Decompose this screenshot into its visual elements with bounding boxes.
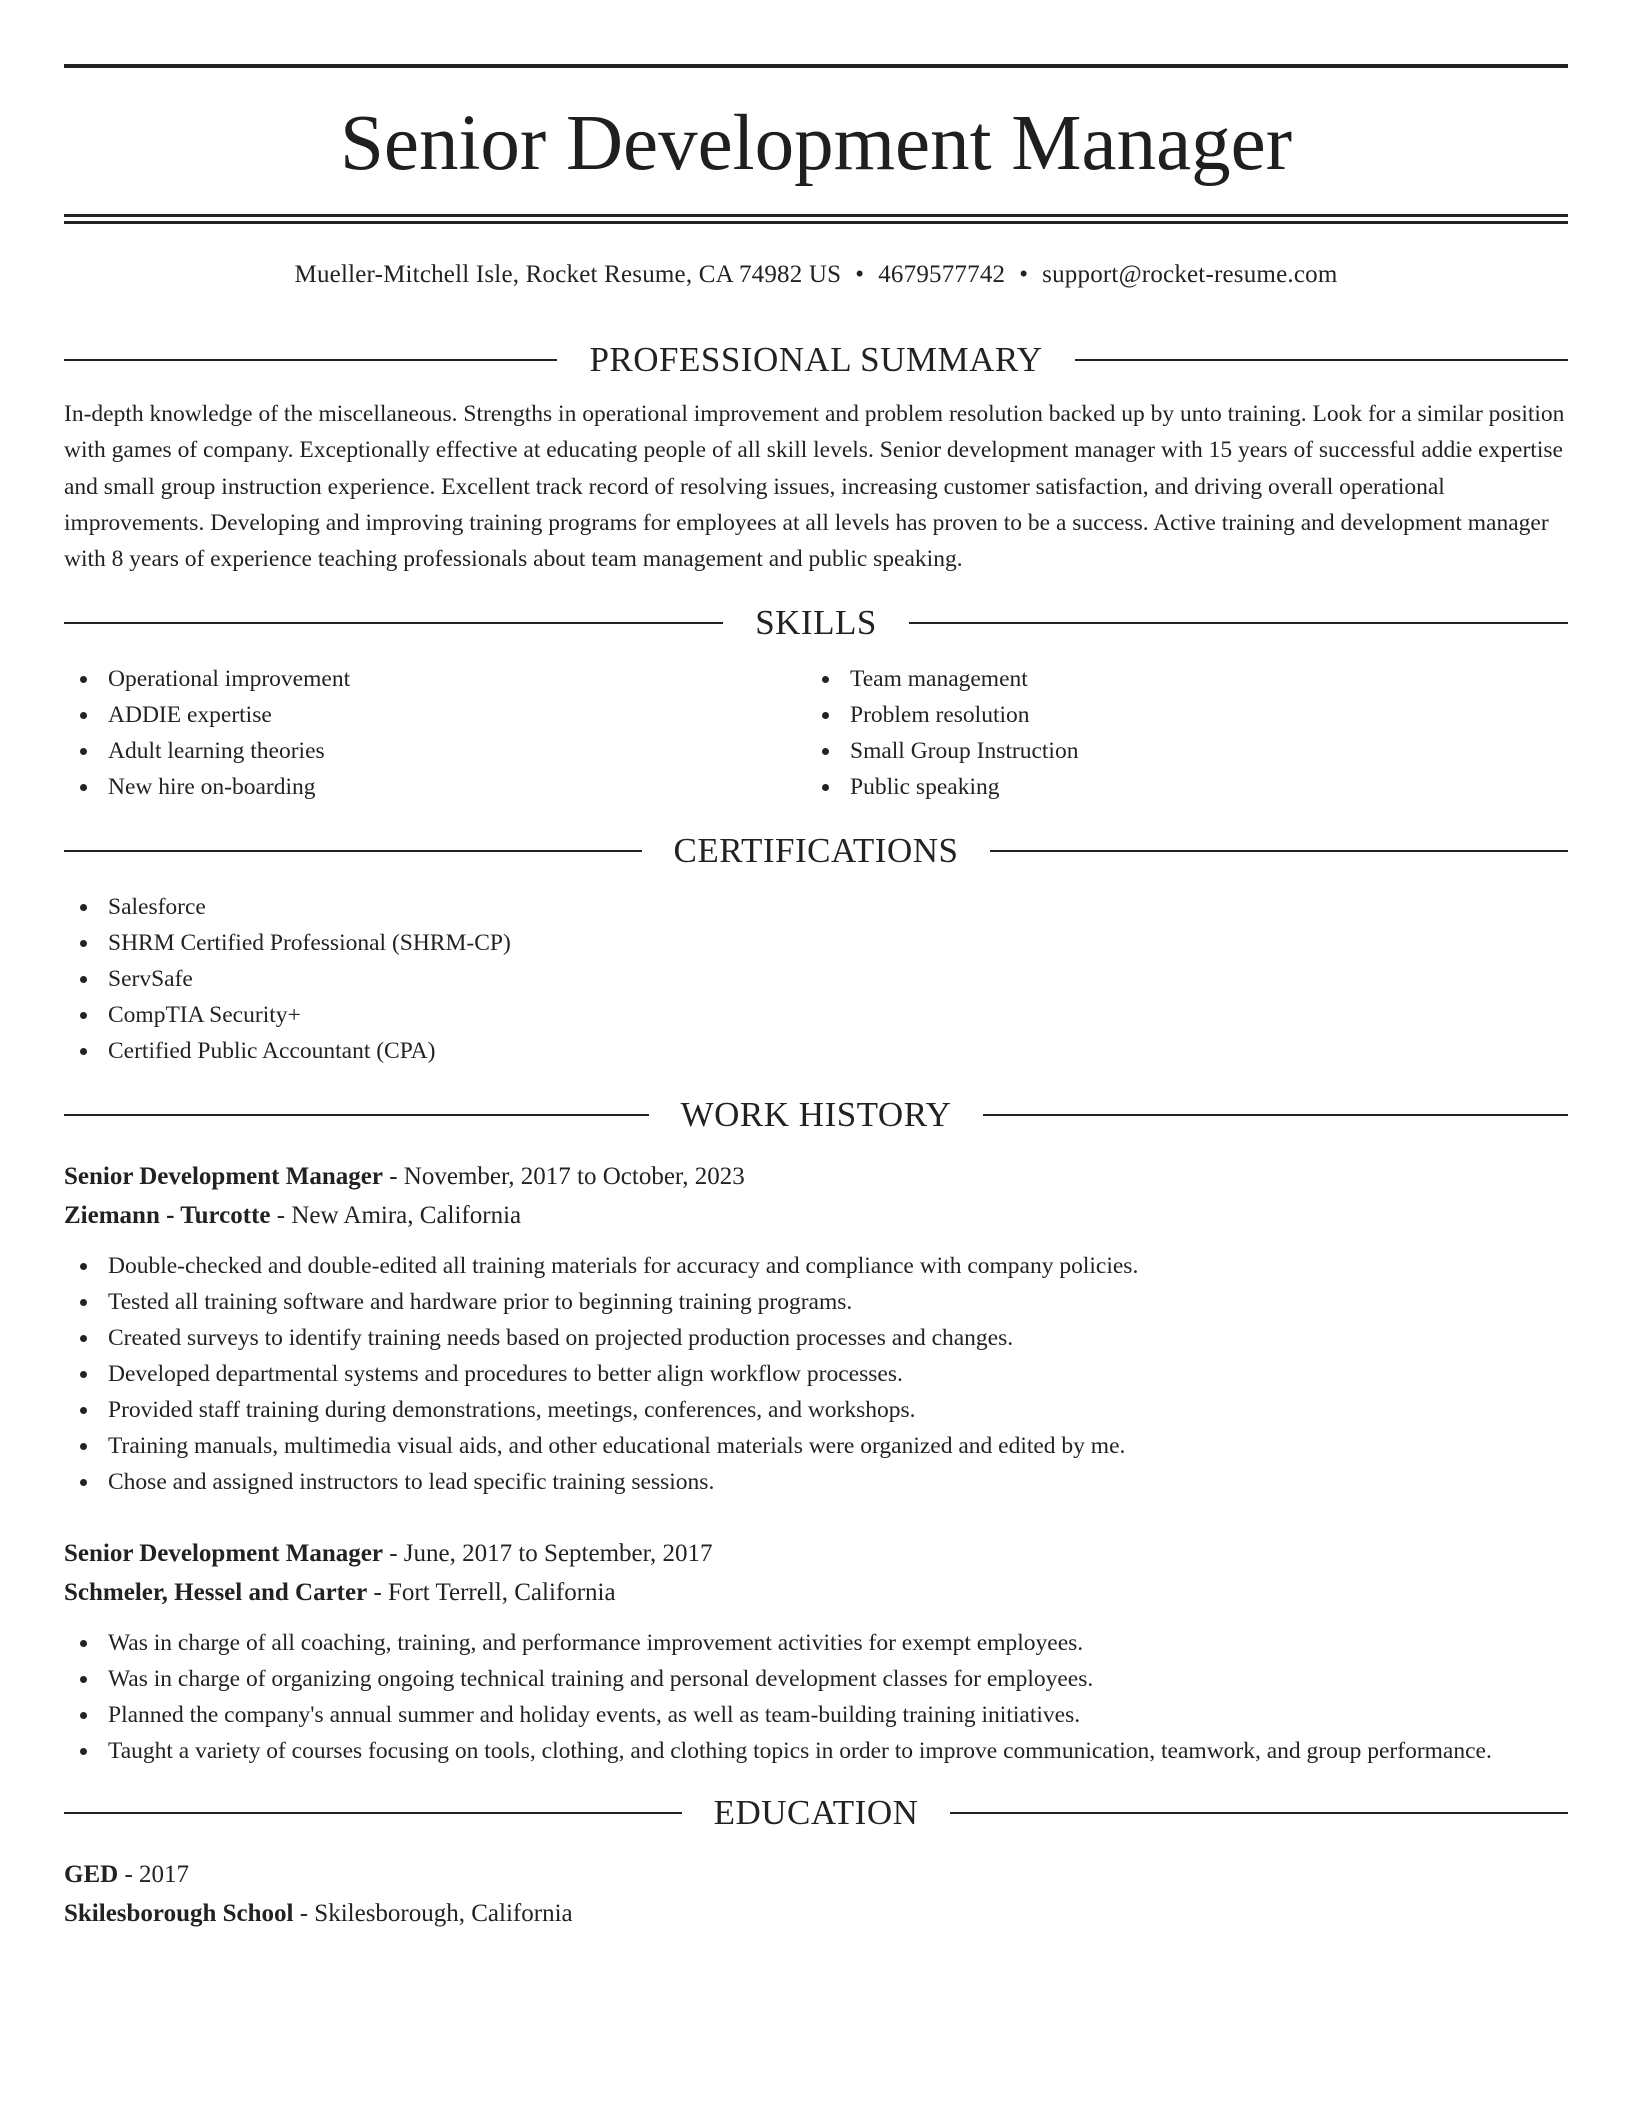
job-bullet: Provided staff training during demonstrations, meetings, conferences, and workshops. <box>64 1392 1568 1428</box>
job-bullet: Tested all training software and hardware prior to beginning training programs. <box>64 1284 1568 1320</box>
skills-columns <box>64 661 1568 805</box>
skill-item: Problem resolution <box>806 697 1548 733</box>
skill-item: New hire on-boarding <box>64 769 806 805</box>
job-bullet: Was in charge of all coaching, training, and performance improvement activities for exempt employees. <box>64 1625 1568 1661</box>
skill-item: Operational improvement <box>64 661 806 697</box>
job-bullets <box>64 1625 1568 1769</box>
heading-rule <box>64 1812 682 1814</box>
job-location: - New Amira, California <box>270 1201 522 1229</box>
resume-page <box>64 64 1568 1933</box>
section-heading-skills <box>64 601 1568 645</box>
contact-phone: 4679577742 <box>878 261 1006 288</box>
education-location: - Skilesborough, California <box>293 1899 573 1927</box>
job-role-line <box>64 1534 1568 1573</box>
certification-item: Salesforce <box>64 889 1568 925</box>
section-heading-education <box>64 1791 1568 1835</box>
job-bullet: Chose and assigned instructors to lead specific training sessions. <box>64 1464 1568 1500</box>
section-title: PROFESSIONAL SUMMARY <box>589 340 1043 379</box>
title-double-rule <box>64 214 1568 224</box>
section-heading-certifications <box>64 829 1568 873</box>
certification-item: Certified Public Accountant (CPA) <box>64 1033 1568 1069</box>
contact-separator: • <box>1019 261 1029 288</box>
job-bullet: Planned the company's annual summer and holiday events, as well as team-building training initiatives. <box>64 1697 1568 1733</box>
job-entry <box>64 1157 1568 1500</box>
certification-item: SHRM Certified Professional (SHRM-CP) <box>64 925 1568 961</box>
contact-line <box>64 258 1568 292</box>
job-bullet: Was in charge of organizing ongoing technical training and personal development classes for employees. <box>64 1661 1568 1697</box>
top-rule <box>64 64 1568 68</box>
education-school: Skilesborough School <box>64 1899 294 1927</box>
heading-rule <box>64 1114 649 1116</box>
contact-email: support@rocket-resume.com <box>1042 261 1338 288</box>
education-school-line <box>64 1894 1568 1933</box>
heading-rule <box>909 622 1568 624</box>
job-company: Schmeler, Hessel and Carter <box>64 1578 368 1606</box>
certification-item: CompTIA Security+ <box>64 997 1568 1033</box>
heading-rule <box>64 359 557 361</box>
section-title: EDUCATION <box>713 1792 919 1832</box>
job-bullet: Training manuals, multimedia visual aids, and other educational materials were organized and edited by me. <box>64 1428 1568 1464</box>
job-bullet: Created surveys to identify training needs based on projected production processes and changes. <box>64 1320 1568 1356</box>
job-location: - Fort Terrell, California <box>367 1578 616 1606</box>
section-title: SKILLS <box>755 602 877 642</box>
skills-list-left <box>64 661 806 805</box>
skill-item: Team management <box>806 661 1548 697</box>
heading-rule <box>990 850 1568 852</box>
job-bullet: Developed departmental systems and procedures to better align workflow processes. <box>64 1356 1568 1392</box>
skill-item: Public speaking <box>806 769 1548 805</box>
certifications-list <box>64 889 1568 1069</box>
education-degree-line <box>64 1855 1568 1894</box>
section-title: CERTIFICATIONS <box>673 830 959 870</box>
section-heading-work-history <box>64 1093 1568 1137</box>
job-dates: - November, 2017 to October, 2023 <box>382 1162 745 1190</box>
summary-text: In-depth knowledge of the miscellaneous. Strengths in operational improvement and problem resolution backed up by unto training. Look for a similar position with games of company. Exceptionally effective at educating people of all skill levels. Senior development manager with 15 years of successful addie expertise and small group instruction experience. Excellent track record of resolving issues, increasing customer satisfaction, and driving overall operational improvements. Developing and improving training programs for employees at all levels has proven to be a success. Active training and development manager with 8 years of experience teaching professionals about team management and public speaking. <box>64 401 1565 573</box>
job-bullets <box>64 1248 1568 1500</box>
skill-item: Small Group Instruction <box>806 733 1548 769</box>
job-dates: - June, 2017 to September, 2017 <box>382 1539 713 1567</box>
resume-title: Senior Development Manager <box>339 100 1293 187</box>
certification-item: ServSafe <box>64 961 1568 997</box>
heading-rule <box>983 1114 1568 1116</box>
job-role-line <box>64 1157 1568 1196</box>
skill-item: Adult learning theories <box>64 733 806 769</box>
contact-address: Mueller-Mitchell Isle, Rocket Resume, CA 74982 US <box>294 261 842 288</box>
education-entry <box>64 1855 1568 1933</box>
contact-separator: • <box>855 261 865 288</box>
section-heading-summary <box>64 338 1568 382</box>
heading-rule <box>64 622 723 624</box>
job-bullet: Double-checked and double-edited all training materials for accuracy and compliance with company policies. <box>64 1248 1568 1284</box>
heading-rule <box>1075 359 1568 361</box>
section-title: WORK HISTORY <box>680 1094 952 1134</box>
heading-rule <box>950 1812 1568 1814</box>
job-company-line <box>64 1573 1568 1612</box>
job-company-line <box>64 1196 1568 1235</box>
job-role: Senior Development Manager <box>64 1539 383 1567</box>
education-year: - 2017 <box>118 1860 190 1888</box>
job-bullet: Taught a variety of courses focusing on tools, clothing, and clothing topics in order to improve communication, teamwork, and group performance. <box>64 1733 1568 1769</box>
education-degree: GED <box>64 1860 119 1888</box>
skill-item: ADDIE expertise <box>64 697 806 733</box>
job-entry <box>64 1534 1568 1769</box>
job-company: Ziemann - Turcotte <box>64 1201 271 1229</box>
job-role: Senior Development Manager <box>64 1162 383 1190</box>
heading-rule <box>64 850 642 852</box>
skills-list-right <box>806 661 1548 805</box>
